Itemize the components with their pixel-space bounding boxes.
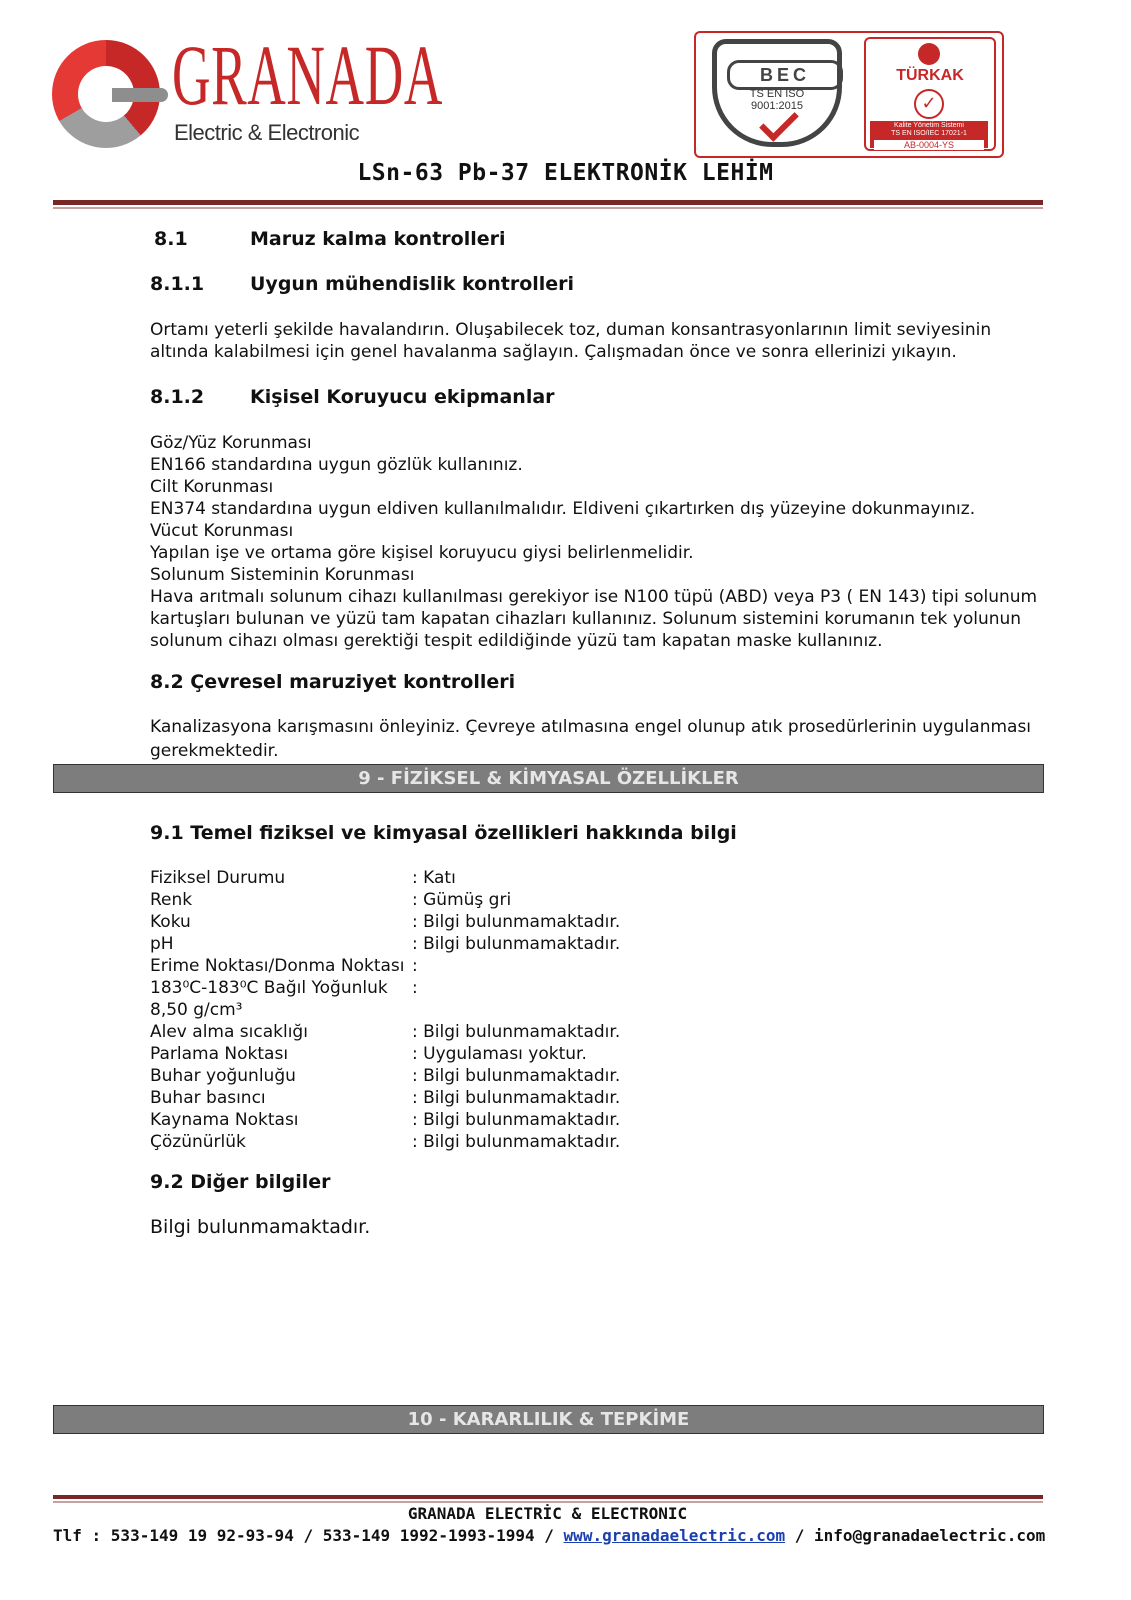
property-value: : Bilgi bulunmamaktadır. <box>412 1132 621 1152</box>
footer-contact <box>53 1526 1045 1545</box>
ppe-line: Cilt Korunması <box>150 477 274 497</box>
turkak-line2: TS EN ISO/IEC 17021-1 <box>891 130 967 137</box>
turkak-accreditation <box>870 121 988 148</box>
bec-certificate <box>702 37 852 151</box>
other-info-text: Bilgi bulunmamaktadır. <box>150 1216 371 1238</box>
property-label: Çözünürlük <box>150 1132 246 1152</box>
property-label: pH <box>150 934 174 954</box>
ppe-line: solunum cihazı olması gerektiği tespit edildiğinde yüzü tam kapatan maske kullanınız. <box>150 631 883 651</box>
ppe-line: Yapılan işe ve ortama göre kişisel koruyucu giysi belirlenmelidir. <box>150 543 694 563</box>
property-value: : Bilgi bulunmamaktadır. <box>412 1110 621 1130</box>
bec-standard-line1: TS EN ISO <box>749 88 805 100</box>
property-label: Alev alma sıcaklığı <box>150 1022 308 1042</box>
property-value: : Bilgi bulunmamaktadır. <box>412 1022 621 1042</box>
heading-8-1-1 <box>150 273 575 295</box>
footer-separator: / <box>794 1526 805 1545</box>
bec-name: BEC <box>727 60 843 90</box>
ppe-line: Solunum Sisteminin Korunması <box>150 565 415 585</box>
paragraph-line: Kanalizasyona karışmasını önleyiniz. Çevreye atılmasına engel olunup atık prosedürlerinin uygulanması <box>150 717 1032 737</box>
section-9-header: 9 - FİZİKSEL & KİMYASAL ÖZELLİKLER <box>53 764 1044 793</box>
ppe-line: EN374 standardına uygun eldiven kullanılmalıdır. Eldiveni çıkartırken dış yüzeyine dokunmayınız. <box>150 499 976 519</box>
check-circle-icon: ✓ <box>914 89 944 119</box>
heading-9-1: 9.1 Temel fiziksel ve kimyasal özellikleri hakkında bilgi <box>150 822 737 844</box>
footer-company: GRANADA ELECTRİC & ELECTRONIC <box>407 1504 688 1523</box>
property-value: : Bilgi bulunmamaktadır. <box>412 912 621 932</box>
paragraph-line: Ortamı yeterli şekilde havalandırın. Oluşabilecek toz, duman konsantrasyonlarının limit seviyesinin <box>150 320 992 340</box>
heading-8-1-2 <box>150 386 555 408</box>
shield-icon <box>712 39 842 147</box>
section-10-header: 10 - KARARLILIK & TEPKİME <box>53 1405 1044 1434</box>
paragraph-line: gerekmektedir. <box>150 741 279 761</box>
company-logo <box>52 27 443 155</box>
property-value: : Bilgi bulunmamaktadır. <box>412 934 621 954</box>
property-value: : Uygulaması yoktur. <box>412 1044 587 1064</box>
website-link[interactable]: www.granadaelectric.com <box>563 1526 786 1545</box>
footer-divider-thin <box>53 1501 1043 1503</box>
heading-text: Uygun mühendislik kontrolleri <box>250 273 575 295</box>
ppe-line: EN166 standardına uygun gözlük kullanınız. <box>150 455 523 475</box>
heading-number: 8.1 <box>154 228 188 250</box>
ppe-line: kartuşları bulunan ve yüzü tam kapatan cihazları kullanınız. Solunum sistemini korumanın tek yolunun <box>150 609 1022 629</box>
ppe-line: Hava arıtmalı solunum cihazı kullanılması gerekiyor ise N100 tüpü (ABD) veya P3 ( EN 143) tipi solunum <box>150 587 1038 607</box>
property-label: Kaynama Noktası <box>150 1110 299 1130</box>
logo-bar-icon <box>112 88 168 102</box>
header-divider-thin <box>53 207 1043 209</box>
ppe-line: Göz/Yüz Korunması <box>150 433 312 453</box>
property-label: 8,50 g/cm³ <box>150 1000 243 1020</box>
property-label: Buhar yoğunluğu <box>150 1066 296 1086</box>
property-value: : Bilgi bulunmamaktadır. <box>412 1088 621 1108</box>
footer-phone: Tlf : 533-149 19 92-93-94 / 533-149 1992-1993-1994 / <box>53 1526 554 1545</box>
turkak-line1: Kalite Yönetim Sistemi <box>894 122 964 129</box>
turkak-code: AB-0004-YS <box>874 140 984 150</box>
heading-8-2: 8.2 Çevresel maruziyet kontrolleri <box>150 671 516 693</box>
property-label: Fiziksel Durumu <box>150 868 286 888</box>
header-divider <box>53 200 1043 205</box>
ppe-list <box>150 432 1037 652</box>
property-value: : <box>412 956 418 976</box>
property-value: : Gümüş gri <box>412 890 512 910</box>
heading-text: Maruz kalma kontrolleri <box>250 228 506 250</box>
heading-8-1 <box>154 228 506 250</box>
property-value: : Katı <box>412 868 456 888</box>
property-label: Parlama Noktası <box>150 1044 289 1064</box>
heading-number: 8.1.2 <box>150 386 205 408</box>
heading-text: Kişisel Koruyucu ekipmanlar <box>250 386 555 408</box>
property-label: 183⁰C-183⁰C Bağıl Yoğunluk <box>150 978 388 998</box>
certifications <box>694 31 1004 158</box>
logo-tagline: Electric & Electronic <box>174 120 360 145</box>
footer-divider <box>53 1495 1043 1499</box>
document-title: LSn-63 Pb-37 ELEKTRONİK LEHİM <box>357 160 774 186</box>
logo-brand: GRANADA <box>172 27 443 123</box>
turkak-name: TÜRKAK <box>896 67 964 84</box>
ppe-line: Vücut Korunması <box>150 521 294 541</box>
property-label: Erime Noktası/Donma Noktası <box>150 956 405 976</box>
property-value: : <box>412 978 418 998</box>
heading-number: 8.1.1 <box>150 273 205 295</box>
turkak-certificate <box>864 37 996 151</box>
crescent-icon <box>918 43 940 65</box>
email-link[interactable]: info@granadaelectric.com <box>814 1526 1046 1545</box>
property-label: Buhar basıncı <box>150 1088 266 1108</box>
property-label: Koku <box>150 912 191 932</box>
bec-standard-line2: 9001:2015 <box>751 100 803 112</box>
property-label: Renk <box>150 890 193 910</box>
property-value: : Bilgi bulunmamaktadır. <box>412 1066 621 1086</box>
heading-9-2: 9.2 Diğer bilgiler <box>150 1171 331 1193</box>
paragraph-line: altında kalabilmesi için genel havalanma sağlayın. Çalışmadan önce ve sonra ellerinizi yıkayın. <box>150 342 957 362</box>
